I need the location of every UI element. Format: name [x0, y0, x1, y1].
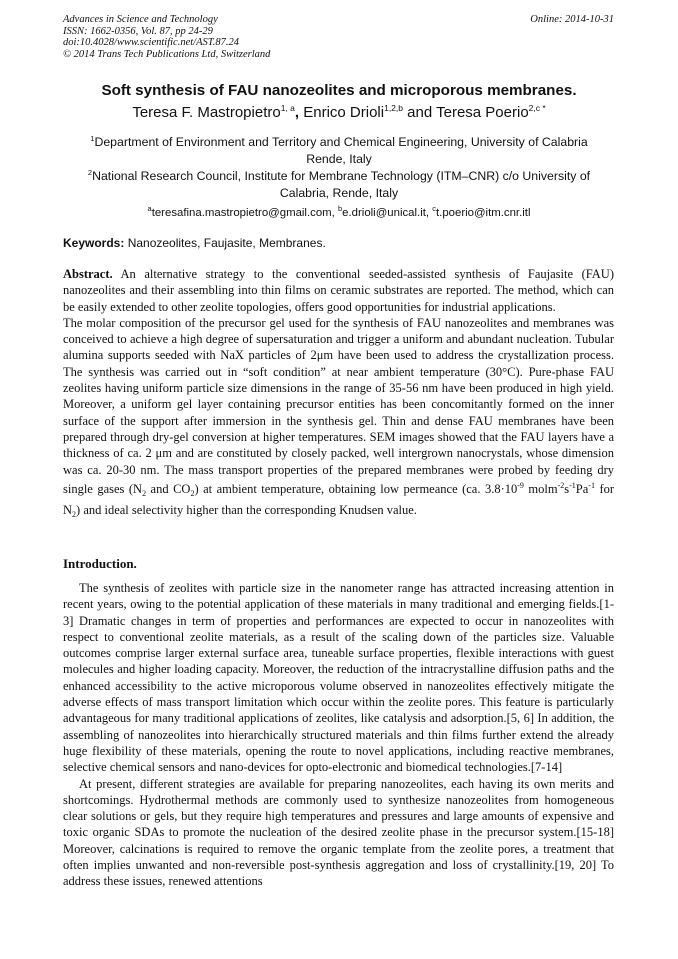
author-sup: 1, a: [280, 103, 295, 113]
email-link[interactable]: teresafina.mastropietro@gmail.com,: [151, 207, 338, 219]
subscript: 2: [190, 488, 195, 498]
doi-line: doi:10.4028/www.scientific.net/AST.87.24: [63, 37, 240, 48]
email-sup: c: [432, 204, 436, 213]
affiliation-text: Department of Environment and Territory and Chemical Engineering, University of Calabria: [94, 135, 588, 149]
keywords-label: Keywords:: [63, 236, 125, 250]
email-link[interactable]: e.drioli@unical.it,: [342, 207, 433, 219]
paper-title: Soft synthesis of FAU nanozeolites and microporous membranes.: [101, 82, 577, 99]
intro-paragraph: At present, different strategies are available for preparing nanozeolites, each having its own merits and shortcomings. Hydrothermal methods are commonly used to synthesize nanozeolites from homogeneous clear solutions or gels, but they require high temperatures and pressures and large amounts of expensive and toxic organic SDAs to promote the nucleation of the desired zeolite phase in the precursor system.[15-18] Moreover, calcinations is required to remove the organic template from the zeolite pores, a treatment that often implies unwanted and non-reversible post-synthesis aggregation and loss of crystallinity.[19, 20] To address these issues, renewed attentions: [63, 776, 614, 889]
intro-paragraph: The synthesis of zeolites with particle size in the nanometer range has attracted increasing attention in recent years, owing to the potential application of these materials in many traditional and emerging fields.[1-3] Dramatic changes in term of properties and performances are expected to occur in nanozeolites with respect to conventional zeolite materials, as a result of the scaling down of the particles size. Valuable outcomes comprise larger external surface area, tuneable surface properties, flexible interactions with guest molecules and higher loading capacity. Moreover, the reduction of the intracrystalline diffusion paths and the enhanced accessibility to the active microporous volume observed in nanozeolites effectively mitigate the adverse effects of mass transport limitation which occur within the zeolite pores. This feature is particularly advantageous for many traditional applications of zeolites, like catalysis and adsorption.[5, 6] In addition, the assembling of nanozeolites into hierarchically structured materials and thin films further extend the already huge flexibility of these materials, opening the route to novel applications, including reactive membranes, selective chemical sensors and nano-devices for opto-electronic and biomedical technologies.[7-14]: [63, 581, 614, 775]
issn-line: ISSN: 1662-0356, Vol. 87, pp 24-29: [63, 25, 213, 37]
email-sup: b: [337, 204, 343, 213]
journal-header: [63, 14, 270, 60]
abstract-text: molm: [523, 481, 558, 496]
abstract-text: Pa: [575, 481, 589, 496]
abstract-text: ) at ambient temperature, obtaining low permeance (ca. 3.8·10: [194, 481, 518, 496]
subscript: 2: [142, 488, 147, 498]
author-name: Teresa Poerio: [436, 104, 529, 121]
abstract-text: and CO: [146, 481, 191, 496]
author-name: Enrico Drioli: [303, 104, 385, 121]
copyright-line: © 2014 Trans Tech Publications Ltd, Switzerland: [63, 48, 271, 60]
author-emails: [70, 201, 608, 222]
affiliation-text: National Research Council, Institute for Membrane Technology (ITM–CNR) c/o University of: [92, 169, 591, 183]
superscript: -1: [569, 480, 576, 490]
affiliation-1: [70, 131, 608, 167]
introduction-section: [63, 580, 614, 890]
abstract-text: for N: [63, 481, 615, 518]
abstract-text: The molar composition of the precursor gel used for the synthesis of FAU nanozeolites and membranes was conceived to achieve a high degree of supersaturation and trigger a uniform and abundant nucleation. Tubular alumina supports seeded with NaX particles of 2μm have been used to address the crystallization process. The synthesis was carried out in “soft condition” at near ambient temperature (30°C). Pure-phase FAU zeolites having uniform particle size dimensions in the range of 35-56 nm have been produced in high yield. Moreover, a uniform gel layer containing precursor entities has been concomitantly formed on the inner surface of the support after immersion in the synthesis gel. Thin and dense FAU membranes have been prepared through dry-gel conversion at higher temperatures. SEM images showed that the FAU layers have a thickness of ca. 2 μm and are constituted by closely packed, well intergrown nanocrystals, whose dimension was ca. 20-30 nm. The mass transport properties of the prepared membranes were probed by feeding dry single gases (N: [63, 315, 614, 496]
journal-name: Advances in Science and Technology: [63, 14, 218, 25]
author-sup: 1,2,b: [384, 103, 403, 113]
superscript: -2: [557, 480, 565, 490]
subscript: 2: [72, 510, 77, 520]
abstract-paragraph: [63, 315, 614, 524]
email-sup: a: [147, 204, 152, 213]
author-list: Teresa F. Mastropietro$^{1, a}$, Enrico Drioli$^{1,2,b}$ and Teresa Poerio$^{2,c *}$: [132, 103, 546, 121]
keywords-text: Nanozeolites, Faujasite, Membranes.: [124, 236, 326, 250]
affiliation-2: [70, 165, 608, 201]
abstract-section: [63, 266, 614, 523]
affiliation-number: 1: [90, 134, 95, 143]
superscript: -1: [588, 480, 595, 490]
abstract-text: s: [564, 481, 570, 496]
keywords: [63, 236, 326, 250]
author-name: Teresa F. Mastropietro: [132, 104, 281, 121]
author-separator: and: [407, 104, 433, 121]
abstract-text: ) and ideal selectivity higher than the corresponding Knudsen value.: [76, 503, 417, 518]
affiliation-text: Rende, Italy: [306, 151, 372, 166]
affiliation-text: Calabria, Rende, Italy: [279, 185, 399, 200]
email-link[interactable]: t.poerio@itm.cnr.itl: [435, 207, 531, 219]
abstract-label: Abstract.: [63, 267, 113, 281]
superscript: -9: [517, 480, 524, 490]
affiliation-number: 2: [87, 168, 93, 177]
online-date: Online: 2014-10-31: [530, 14, 614, 25]
abstract-text: An alternative strategy to the conventional seeded-assisted synthesis of Faujasite (FAU) nanozeolites and their assembling into thin films on ceramic substrates are reported. The method, which can be easily extended to other zeolite topologies, offers good opportunities for industrial applications.: [63, 267, 614, 314]
abstract-paragraph: [63, 266, 614, 315]
author-sup: 2,c *: [528, 103, 546, 113]
section-heading: Introduction.: [63, 556, 137, 571]
